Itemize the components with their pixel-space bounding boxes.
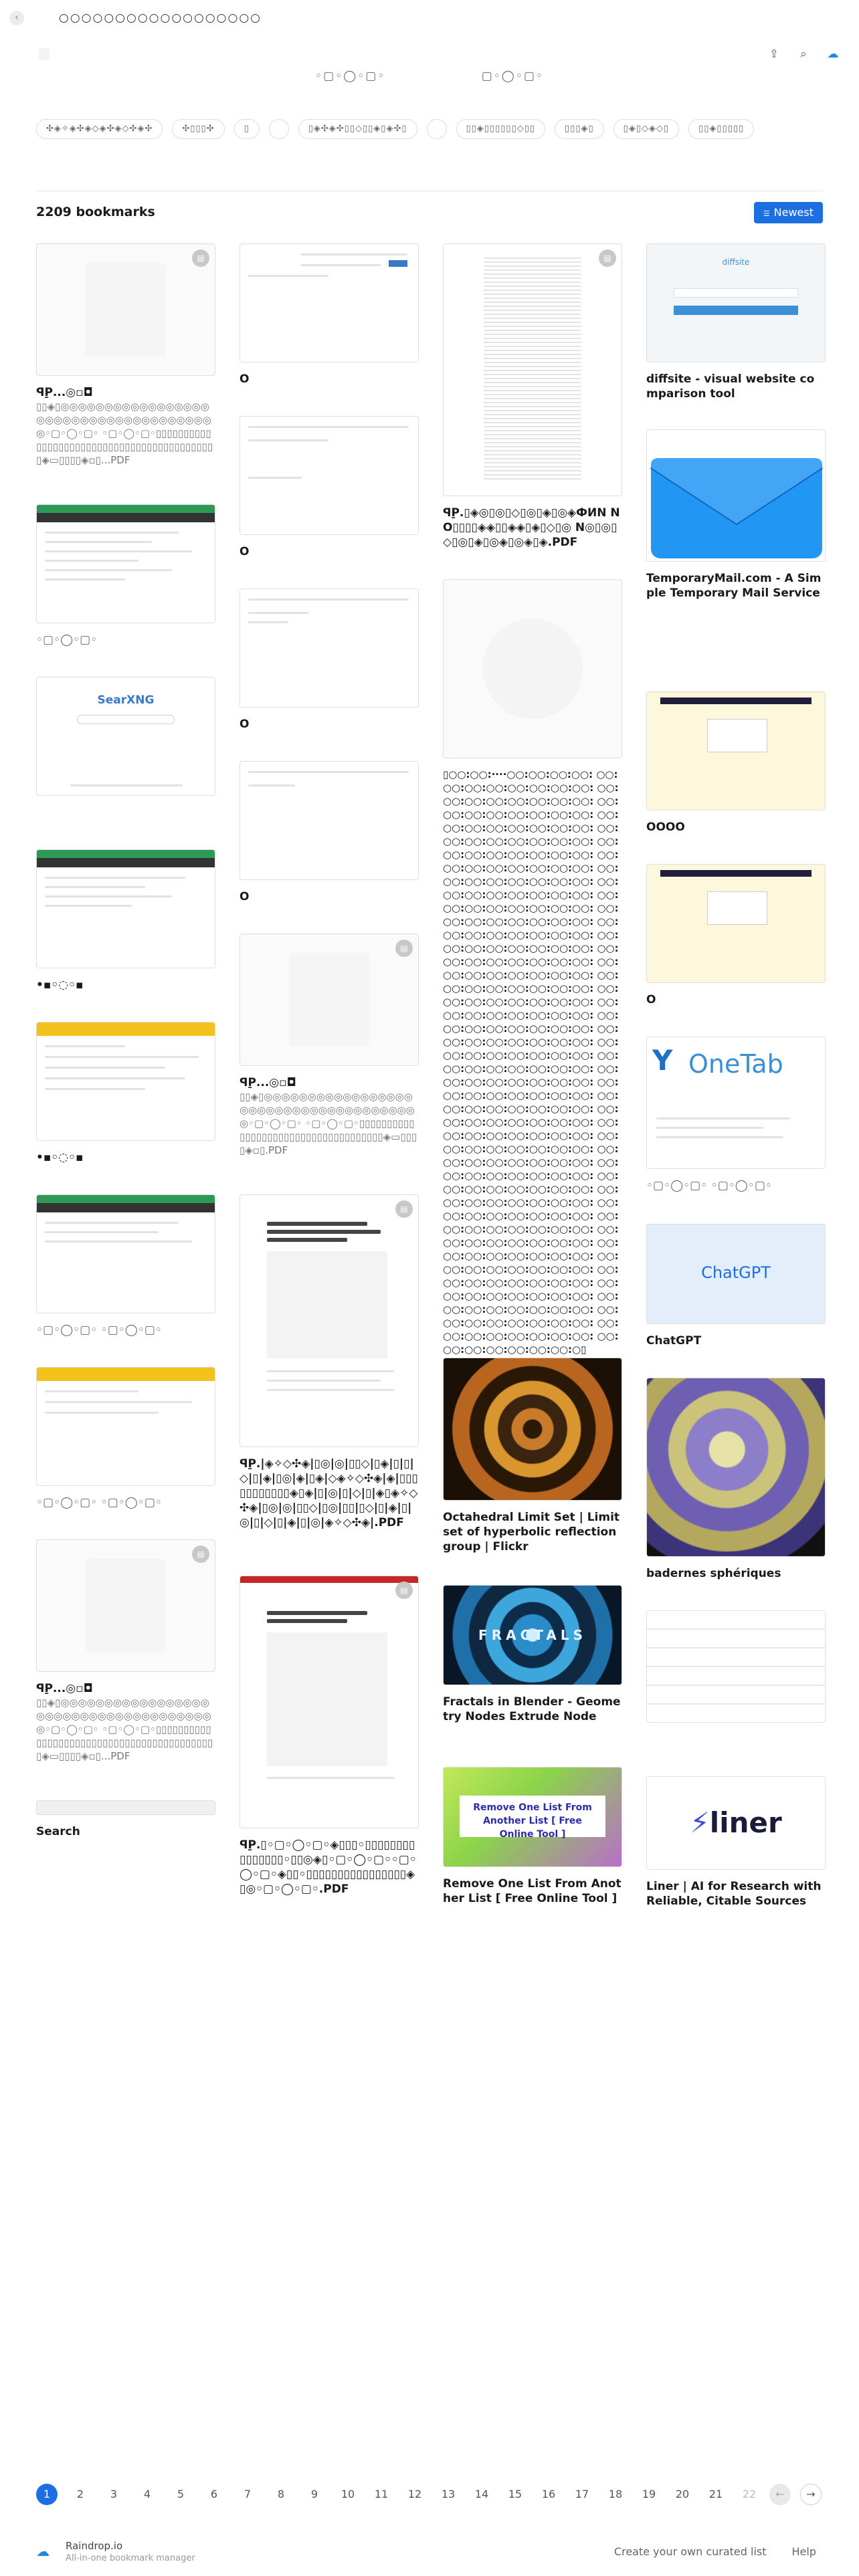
bookmark-title: Liner | AI for Research with Reliable, Citable Sources	[646, 1880, 822, 1908]
text-line	[267, 1389, 394, 1391]
bookmark-title: ꟼP̱.|◈✧◇✣◈|▯◎|◎|▯▯◇|▯◈|▯|▯|◇|▯|◈|▯◎|◈|▯◈|◇◈✧◇✣◈|◈|▯▯▯▯▯▯▯▯▯▯▯◈▯◈|▯|◎|▯|◇|▯|◈▯◈✧◇✣◈|▯◎|◎|▯▯◇|▯◎|▯▯|▯◇|▯|◈|▯|◎|▯|◇|▯|◈|▯|◎|◈✧◇✣◈|.PDF	[240, 1457, 418, 1529]
bookmark-title: TemporaryMail.com - A Simple Temporary Mail Service	[646, 572, 822, 600]
text-line	[267, 1380, 381, 1382]
text-line	[248, 612, 308, 614]
search-box-preview	[77, 715, 175, 724]
bookmark-title: ◦▢◦◯◦▢◦ ◦▢◦◯◦▢◦	[36, 1323, 162, 1337]
bookmark-title: •▪◦◌◦▪	[36, 1151, 84, 1164]
bookmark-count: 2209 bookmarks	[36, 205, 155, 219]
text-line	[45, 569, 172, 571]
bookmark-card[interactable]	[646, 1776, 826, 1909]
collection-label[interactable]: ▢◦◯◦▢◦	[481, 70, 544, 83]
page-button[interactable]: 19	[642, 2488, 656, 2500]
bookmark-card[interactable]	[240, 416, 419, 559]
chevron-left-icon: ‹	[15, 13, 19, 23]
text-line	[45, 560, 138, 562]
bookmark-card[interactable]	[36, 1022, 215, 1165]
page-button[interactable]: 4	[143, 2488, 151, 2500]
bookmark-card[interactable]	[36, 1194, 215, 1337]
sort-icon: ☰	[763, 209, 770, 218]
bookmark-title: ꟼP̱.▯◈◎▯◎▯◇▯◎▯◈▯◎◈ФИN NO▯▯▯▯◈◈▯▯◈◈▯◈▯◇▯◎ N◎▯◎▯◇▯◎▯◈▯◎◈▯◎◈▯◈.PDF	[443, 506, 620, 549]
liner-logo-icon: ⚡	[690, 1806, 710, 1839]
help-link[interactable]: Help	[791, 2545, 816, 2558]
thumbnail-caption: Remove One List From Another List [ Free Online Tool ]	[460, 1796, 605, 1837]
bookmark-card[interactable]	[240, 1194, 419, 1530]
footer-links	[614, 2545, 816, 2558]
thumbnail-brand	[647, 1806, 825, 1839]
document-placeholder	[289, 953, 369, 1047]
bookmark-thumbnail	[443, 579, 622, 758]
bookmark-title: diffsite - visual website comparison tool	[646, 372, 815, 401]
bookmark-thumbnail	[240, 1194, 419, 1447]
tag-chip[interactable]: ✣▯▯▯✣	[172, 119, 224, 139]
bookmark-title: O	[240, 372, 250, 386]
pdf-badge-icon: ▤	[192, 249, 209, 267]
bookmark-title: Search	[36, 1825, 80, 1838]
text-line	[248, 275, 328, 277]
app-title: ○○○○○○○○○○○○○○○○○○	[59, 11, 262, 25]
bookmark-thumbnail	[443, 1585, 622, 1685]
text-line	[248, 439, 328, 441]
previous-page-button[interactable]	[769, 2484, 791, 2505]
tag-chip[interactable]: ▯◈▯◇◈◇▯	[613, 119, 679, 139]
page-button[interactable]: 11	[374, 2488, 389, 2500]
text-line	[45, 895, 172, 897]
text-line	[45, 1077, 185, 1079]
bookmark-thumbnail	[646, 1610, 826, 1723]
tag-chip[interactable]: ▯▯◈▯▯▯▯▯	[688, 119, 754, 139]
footer-tagline: All-in-one bookmark manager	[66, 2553, 195, 2563]
text-line	[248, 599, 409, 601]
bookmark-title: ◦▢◦◯◦▢◦ ◦▢◦◯◦▢◦	[36, 1496, 162, 1509]
input-preview	[674, 288, 798, 298]
nav-strip	[37, 1203, 215, 1212]
text-line	[45, 541, 152, 543]
text-line	[45, 1222, 179, 1224]
page-button[interactable]: 9	[310, 2488, 318, 2500]
text-line	[45, 550, 192, 552]
bookmark-title: O	[240, 718, 250, 731]
bookmark-title: Remove One List From Another List [ Free Online Tool ]	[443, 1877, 622, 1905]
bookmark-thumbnail	[36, 243, 215, 376]
onetab-logo-icon: Y	[652, 1044, 673, 1077]
collection-label[interactable]: ◦▢◦◯◦▢◦	[315, 70, 386, 83]
page-button[interactable]: 22	[742, 2488, 757, 2500]
pdf-badge-icon: ▤	[395, 1200, 413, 1218]
document-placeholder	[86, 263, 166, 356]
form-preview	[707, 719, 767, 752]
text-line	[45, 1088, 145, 1090]
text-line	[248, 621, 288, 623]
bookmark-thumbnail	[646, 1037, 826, 1169]
next-page-button[interactable]	[800, 2484, 822, 2505]
page-button[interactable]: 10	[341, 2488, 355, 2500]
bookmark-card[interactable]	[36, 243, 215, 467]
bookmark-title: ꟼP̱.▯◦▢◦◯◦▢◦◈▯▯▯◦▯▯▯▯▯▯▯▯▯▯▯▯▯▯▯◦▯▯◎◈▯◦▢◦◯◦▢◦◦▢◦◯◦▢◦◈▯▯◦▯▯▯▯▯▯▯▯▯▯▯▯▯▯▯▯◈▯◎◦▢◦◯◦▢◦.PDF	[240, 1838, 417, 1896]
text-line	[45, 1401, 192, 1403]
liner-wordmark: liner	[709, 1806, 782, 1839]
header-strip	[240, 1576, 418, 1583]
text-line	[45, 1045, 125, 1047]
bookmark-title: ꟼP̱...◎▫◘	[36, 386, 93, 399]
text-line	[45, 1241, 192, 1243]
bookmark-title: OOOO	[646, 821, 685, 834]
text-line	[267, 1777, 394, 1779]
bookmark-thumbnail	[36, 504, 215, 623]
tag-chip[interactable]: ▯◈✣◈✣▯▯◇▯▯◈▯◈✣▯	[298, 119, 417, 139]
bookmark-thumbnail	[36, 1800, 215, 1815]
text-line	[248, 784, 295, 786]
bookmark-card[interactable]	[646, 1037, 826, 1193]
nav-strip	[37, 858, 215, 867]
bookmark-title: O	[240, 890, 250, 903]
page-button[interactable]: 3	[110, 2488, 118, 2500]
bookmark-card[interactable]	[646, 1610, 826, 1723]
bookmark-thumbnail	[36, 677, 215, 796]
bookmark-thumbnail	[36, 849, 215, 968]
page-button[interactable]: 20	[675, 2488, 690, 2500]
image-placeholder	[482, 619, 583, 719]
text-line	[300, 264, 381, 266]
text-line	[45, 886, 145, 888]
bookmark-thumbnail	[36, 1022, 215, 1141]
bookmark-thumbnail	[646, 1224, 826, 1324]
button-preview	[389, 260, 407, 267]
bookmark-title: badernes sphériques	[646, 1567, 781, 1580]
search-icon[interactable]: ⌕	[800, 47, 807, 61]
heading-line	[267, 1238, 347, 1242]
text-line	[248, 771, 409, 773]
bookmark-description: ▯▯◈▯◎◎◎◎◎◎◎◎◎◎◎◎◎◎◎◎◎◎◎◎◎◎◎◎◎◎◎◎◎◎◎◎◎◎◎◎◎◎◦▢◦◯◦▢◦ ◦▢◦◯◦▢◦▯▯▯▯▯▯▯▯▯▯▯▯▯▯▯▯▯▯▯▯▯▯▯▯▯▯▯▯▯▯▯▯▯▯▯▯◈▭▯▯▯▯◈▫▯.PDF	[240, 1091, 417, 1156]
thumbnail-brand: diffsite	[722, 257, 750, 267]
bookmark-card[interactable]	[240, 588, 419, 732]
bookmark-card[interactable]	[646, 243, 826, 401]
bookmark-thumbnail	[240, 1576, 419, 1828]
header-strip	[37, 1368, 215, 1381]
bookmark-title: O	[240, 545, 250, 558]
header-strip	[37, 850, 215, 858]
create-list-link[interactable]: Create your own curated list	[613, 2545, 767, 2558]
document-text-preview	[484, 257, 581, 482]
text-line	[45, 578, 125, 580]
bookmark-thumbnail	[443, 1767, 622, 1867]
page-button[interactable]: 2	[76, 2488, 84, 2500]
cloud-icon[interactable]: ☁	[827, 47, 839, 61]
text-line	[267, 1370, 394, 1372]
heading-line	[267, 1619, 347, 1623]
bookmark-title: ▯○○:○○:····○○:○○:○○:○○: ○○:○○:○○:○○:○○:○○:○○:○○: ○○:○○:○○:○○:○○:○○:○○:○○: ○○:○○:○○:○○:○○:○○:○○:○○: ○○:○○:○○:○○:○○:○○:○○:○○: ○○:○○:○○:○○:○○:○○:○○:○○: ○○:○○:○○:○○:○○:○○:○○:○○: ○○:○○:○○:○○:○○:○○:○○:○○: ○○:○○:○○:○○:○○:○○:○○:○○: ○○:○○:○○:○○:○○:○○:○○:○○: ○○:○○:○○:○○:○○:○○:○○:○○: ○○:○○:○○:○○:○○:○○:○○:○○: ○○:○○:○○:○○:○○:○○:○○:○○: ○○:○○:○○:○○:○○:○○:○○:○○: ○○:○○:○○:○○:○○:○○:○○:○○: ○○:○○:○○:○○:○○:○○:○○:○○: ○○:○○:○○:○○:○○:○○:○○:○○: ○○:○○:○○:○○:○○:○○:○○:○○: ○○:○○:○○:○○:○○:○○:○○:○○: ○○:○○:○○:○○:○○:○○:○○:○○: ○○:○○:○○:○○:○○:○○:○○:○○: ○○:○○:○○:○○:○○:○○:○○:○○: ○○:○○:○○:○○:○○:○○:○○:○○: ○○:○○:○○:○○:○○:○○:○○:○○: ○○:○○:○○:○○:○○:○○:○○:○○: ○○:○○:○○:○○:○○:○○:○○:○○: ○○:○○:○○:○○:○○:○○:○○:○○: ○○:○○:○○:○○:○○:○○:○○:○○: ○○:○○:○○:○○:○○:○○:○○:○○: ○○:○○:○○:○○:○○:○○:○○:○○: ○○:○○:○○:○○:○○:○○:○○:○○: ○○:○○:○○:○○:○○:○○:○○:○○: ○○:○○:○○:○○:○○:○○:○○:○○: ○○:○○:○○:○○:○○:○○:○○:○○: ○○:○○:○○:○○:○○:○○:○○:○○: ○○:○○:○○:○○:○○:○○:○○:○○: ○○:○○:○○:○○:○○:○○:○○:○○: ○○:○○:○○:○○:○○:○○:○○:○○: ○○:○○:○○:○○:○○:○○:○○:○○: ○○:○○:○○:○○:○○:○○:○○:○○: ○○:○○:○○:○○:○○:○○:○○:○○: ○○:○○:○○:○○:○○:○○:○○:○○: ○○:○○:○○:○○:○○:○○:○○:○○: ○○:○○:○○:○○:○○:○○:○○:○▯	[443, 768, 619, 1356]
heading-line	[267, 1611, 367, 1615]
bookmark-title: ꟼP̱...◎▫◘	[240, 1076, 296, 1089]
bookmark-thumbnail	[646, 1776, 826, 1870]
bookmark-thumbnail	[646, 691, 826, 811]
bookmark-title: O	[646, 993, 656, 1006]
bookmark-card[interactable]	[443, 243, 622, 550]
bookmark-card[interactable]	[36, 1800, 215, 1839]
bookmark-thumbnail	[240, 416, 419, 535]
heading-line	[267, 1222, 367, 1226]
bookmark-card[interactable]	[240, 243, 419, 387]
nav-strip	[37, 513, 215, 522]
bookmark-title: ChatGPT	[646, 1334, 702, 1348]
page-button[interactable]: 16	[541, 2488, 556, 2500]
share-icon[interactable]: ⇪	[769, 47, 779, 61]
bookmark-thumbnail	[646, 864, 826, 983]
page-button[interactable]: 17	[575, 2488, 589, 2500]
text-line	[45, 1412, 159, 1414]
bookmark-card[interactable]	[443, 1767, 622, 1906]
text-line	[248, 426, 409, 428]
text-line	[45, 905, 132, 907]
bookmark-card[interactable]	[36, 1367, 215, 1510]
text-line	[45, 1231, 159, 1233]
footer	[36, 2540, 823, 2567]
pagination	[36, 2484, 823, 2506]
bookmark-card[interactable]	[36, 849, 215, 992]
tag-chip[interactable]: ▯	[234, 119, 260, 139]
pdf-badge-icon: ▤	[395, 1582, 413, 1599]
page-button[interactable]: 1	[36, 2484, 58, 2505]
bookmark-title: Octahedral Limit Set | Limit set of hyperbolic reflection group | Flickr	[443, 1511, 620, 1553]
bookmark-thumbnail	[646, 1378, 826, 1557]
sort-label: Newest	[773, 206, 814, 219]
bookmark-thumbnail	[646, 429, 826, 562]
pdf-badge-icon: ▤	[192, 1545, 209, 1563]
bookmark-card[interactable]	[646, 864, 826, 1007]
text-line	[45, 1390, 138, 1392]
bookmark-thumbnail	[240, 934, 419, 1066]
bookmark-title: Fractals in Blender - Geometry Nodes Extrude Node	[443, 1695, 621, 1723]
page-button[interactable]: 12	[407, 2488, 422, 2500]
bookmark-thumbnail	[240, 761, 419, 880]
bookmark-thumbnail	[646, 243, 826, 362]
bookmark-card[interactable]	[240, 1576, 419, 1897]
tag-chip[interactable]	[427, 119, 447, 139]
collection-row	[0, 70, 859, 83]
page-button[interactable]: 13	[441, 2488, 456, 2500]
button-preview	[674, 306, 798, 315]
document-placeholder	[86, 1559, 166, 1652]
page-button[interactable]: 15	[508, 2488, 522, 2500]
bookmark-card[interactable]	[646, 1224, 826, 1348]
back-button[interactable]	[9, 11, 24, 25]
bookmark-description: ▯▯◈▯◎◎◎◎◎◎◎◎◎◎◎◎◎◎◎◎◎◎◎◎◎◎◎◎◎◎◎◎◎◎◎◎◎◎◎◎◎◎◦▢◦◯◦▢◦ ◦▢◦◯◦▢◦▯▯▯▯▯▯▯▯▯▯▯▯▯▯▯▯▯▯▯▯▯▯▯▯▯▯▯▯▯▯▯▯▯▯▯▯▯▯▯▯▯▯▯◈▭▯▯▯▯◈▫▯...PDF	[36, 1697, 213, 1762]
tag-chip[interactable]: ▯▯◈▯▯▯▯▯▯◇▯▯	[456, 119, 546, 139]
header-strip	[37, 1195, 215, 1203]
bookmark-thumbnail	[240, 243, 419, 362]
pdf-badge-icon: ▤	[395, 940, 413, 957]
bookmark-card[interactable]	[646, 429, 826, 601]
arrow-right-icon: →	[806, 2488, 816, 2500]
contents-box	[267, 1251, 387, 1358]
bookmark-card[interactable]	[443, 1585, 622, 1724]
page-button[interactable]: 14	[474, 2488, 489, 2500]
tag-chip[interactable]: ✣◈✧◈✣◈◇◈✣◈◇✣◈✣	[36, 119, 163, 139]
bookmark-title: •▪◦◌◦▪	[36, 978, 84, 992]
page-button[interactable]: 18	[608, 2488, 623, 2500]
bookmark-title: ◦▢◦◯◦▢◦ ◦▢◦◯◦▢◦	[646, 1179, 772, 1192]
collection-icon	[39, 48, 50, 60]
bookmark-thumbnail	[36, 1194, 215, 1313]
header-strip	[660, 697, 812, 704]
bookmark-thumbnail	[443, 243, 622, 496]
page-button[interactable]: 21	[708, 2488, 723, 2500]
bookmark-title: ꟼP̱...◎▫◘	[36, 1682, 93, 1695]
mail-envelope-icon	[647, 430, 826, 562]
text-line	[656, 1117, 790, 1119]
text-line	[656, 1127, 763, 1129]
thumbnail-brand: ChatGPT	[701, 1263, 771, 1282]
text-line	[45, 1067, 165, 1069]
top-actions	[767, 47, 840, 62]
text-line	[45, 877, 185, 879]
page-button[interactable]: 7	[244, 2488, 252, 2500]
top-bar	[0, 0, 859, 40]
pdf-badge-icon: ▤	[599, 249, 616, 267]
page-button[interactable]: 8	[277, 2488, 285, 2500]
bookmark-card[interactable]	[646, 691, 826, 835]
bookmark-card[interactable]	[240, 761, 419, 904]
bookmark-card[interactable]	[36, 1539, 215, 1763]
sort-button[interactable]	[754, 202, 823, 223]
text-line	[300, 253, 407, 255]
bookmark-card[interactable]	[36, 677, 215, 796]
text-line	[248, 477, 302, 479]
header-strip	[660, 870, 812, 877]
bookmark-card[interactable]	[646, 1378, 826, 1581]
bookmark-card[interactable]	[443, 579, 622, 1356]
page-button[interactable]: 5	[177, 2488, 185, 2500]
heading-line	[267, 1230, 381, 1234]
bookmark-card[interactable]	[240, 934, 419, 1157]
bookmark-thumbnail	[240, 588, 419, 708]
text-line	[656, 1136, 783, 1138]
footer-brand[interactable]: Raindrop.io	[66, 2540, 123, 2552]
bookmark-thumbnail	[36, 1539, 215, 1672]
raindrop-logo-icon: ☁	[36, 2543, 50, 2559]
bookmark-thumbnail	[36, 1367, 215, 1486]
header-strip	[37, 1023, 215, 1036]
text-line	[45, 532, 179, 534]
arrow-left-icon: ←	[775, 2488, 785, 2500]
bookmark-thumbnail	[443, 1358, 622, 1501]
thumbnail-caption: FRACTALS	[478, 1627, 587, 1643]
tag-list	[36, 119, 826, 139]
form-preview	[707, 891, 767, 925]
tag-chip[interactable]	[269, 119, 289, 139]
bookmark-card[interactable]	[36, 504, 215, 647]
bookmark-title: ◦▢◦◯◦▢◦	[36, 633, 98, 647]
bookmark-card[interactable]	[443, 1358, 622, 1554]
bookmark-description: ▯▯◈▯◎◎◎◎◎◎◎◎◎◎◎◎◎◎◎◎◎◎◎◎◎◎◎◎◎◎◎◎◎◎◎◎◎◎◎◎◎◎◦▢◦◯◦▢◦ ◦▢◦◯◦▢◦▯▯▯▯▯▯▯▯▯▯▯▯▯▯▯▯▯▯▯▯▯▯▯▯▯▯▯▯▯▯▯▯▯▯▯▯▯▯▯▯▯▯▯◈▭▯▯▯▯◈▫▯...PDF	[36, 401, 213, 466]
contents-box	[267, 1632, 387, 1766]
thumbnail-brand: OneTab	[688, 1049, 783, 1079]
tag-chip[interactable]: ▯▯▯◈▯	[555, 119, 604, 139]
text-line	[45, 1056, 199, 1058]
searxng-logo: SearXNG	[97, 693, 155, 707]
text-line	[70, 784, 183, 786]
header-strip	[37, 505, 215, 513]
page-button[interactable]: 6	[210, 2488, 218, 2500]
